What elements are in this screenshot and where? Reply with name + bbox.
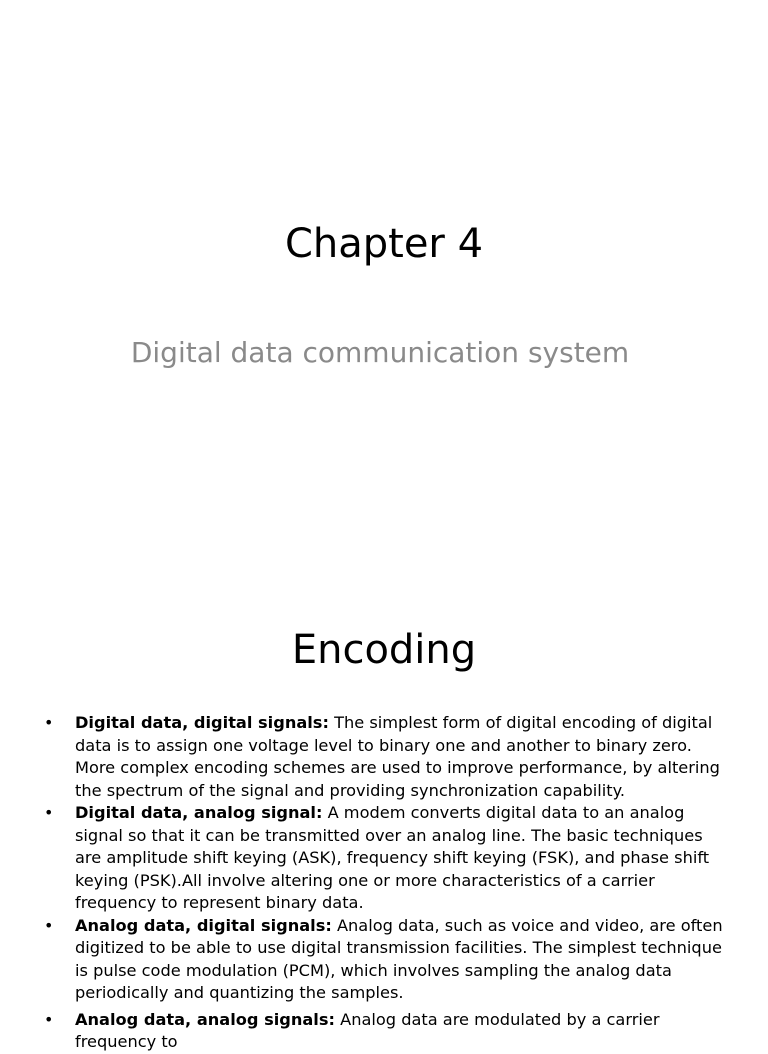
bullet-text: The simplest form of digital encoding of digital data is to assign one voltage level to binary one and another to binary zero. More complex encoding schemes are used to improve performance, by altering the spectrum of the signal and providing synchronization capability. (75, 713, 720, 800)
bullet-icon: • (44, 713, 54, 732)
bullet-icon: • (44, 915, 54, 935)
encoding-bullet-list (40, 712, 730, 1054)
chapter-title: Chapter 4 (284, 221, 484, 267)
bullet-text: Analog data, such as voice and video, are often digitized to be able to use digital transmission facilities. The simplest technique is pulse code modulation (PCM), which involves sampling the analog data periodically and quantizing the samples. (75, 915, 723, 1002)
chapter-subtitle: Digital data communication system (130, 336, 630, 369)
bullet-term: Analog data, digital signals: (75, 915, 332, 935)
bullet-term: Digital data, digital signals: (75, 713, 329, 732)
bullet-item-analog-analog (40, 1009, 730, 1054)
encoding-title: Encoding (291, 627, 477, 673)
bullet-item-analog-digital (40, 915, 730, 1005)
bullet-item-digital-digital (40, 712, 730, 802)
bullet-text: A modem converts digital data to an analog signal so that it can be transmitted over an analog line. The basic techniques are amplitude shift keying (ASK), frequency shift keying (FSK), and phase shift keying (PSK).All involve altering one or more characteristics of a carrier frequency to represent binary data. (75, 803, 710, 912)
bullet-icon: • (44, 803, 54, 822)
bullet-term: Digital data, analog signal: (75, 803, 323, 822)
bullet-icon: • (44, 1009, 54, 1029)
slide-encoding (0, 576, 768, 1051)
bullet-item-digital-analog (40, 802, 730, 915)
bullet-term: Analog data, analog signals: (75, 1009, 335, 1029)
bullet-text: Analog data are modulated by a carrier frequency to (75, 1009, 660, 1051)
